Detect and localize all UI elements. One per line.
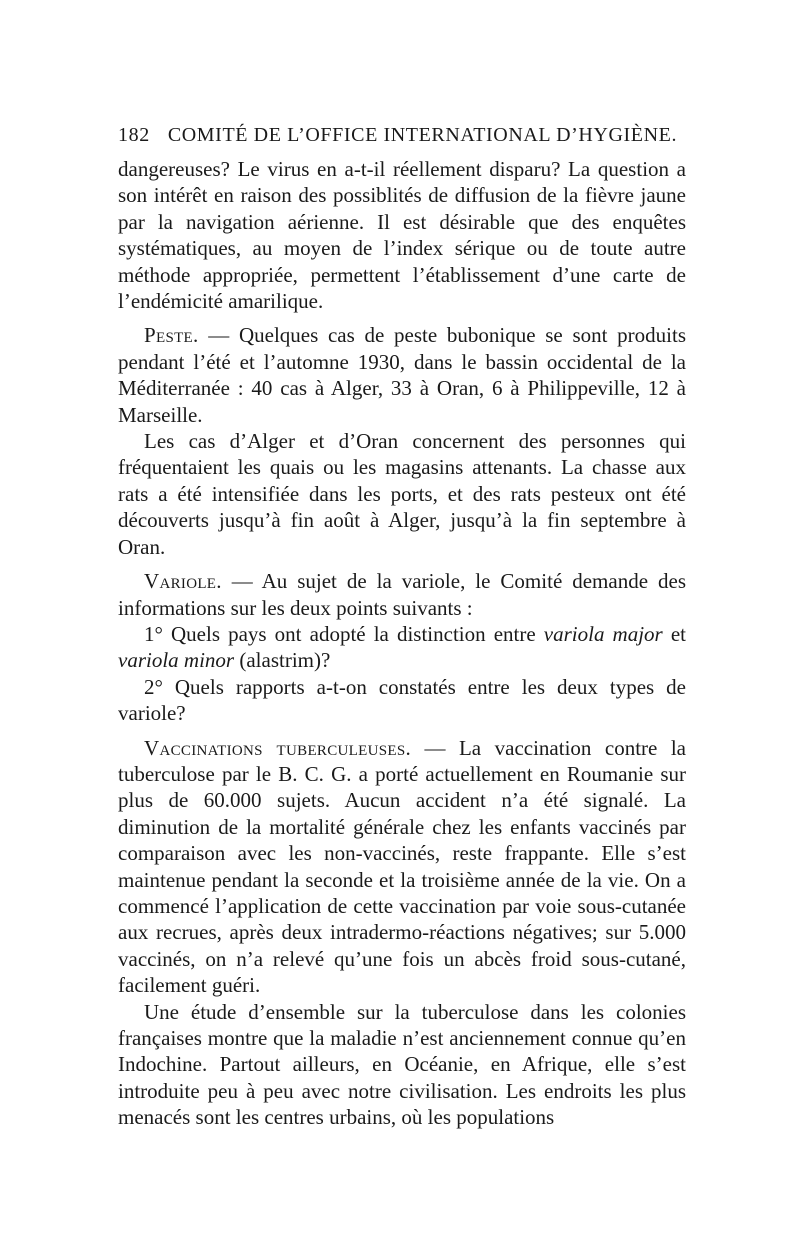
variole-question-2 — [118, 674, 686, 727]
paragraph-text: — Au sujet de la variole, le Comité demande des informations sur les deux points suivants : — [118, 569, 686, 620]
paragraph-variole — [118, 568, 686, 621]
paragraph-peste — [118, 322, 686, 428]
section-heading-peste: Peste. — [144, 323, 199, 348]
paragraph-vaccinations — [118, 735, 686, 999]
question-text: (alastrim)? — [234, 648, 331, 673]
running-title: COMITÉ DE L’OFFICE INTERNATIONAL D’HYGIÈNE. — [167, 124, 678, 146]
paragraph-peste-cases — [118, 428, 686, 560]
paragraph-text: Une étude d’ensemble sur la tuberculose dans les colonies françaises montre que la maladie n’est anciennement connue qu’en Indochine. Partout ailleurs, en Océanie, en Afrique, elle s’est introduite peu à peu avec notre civilisation. Les endroits les plus menacés sont les centres urbains, où les populations — [118, 999, 686, 1130]
paragraph-fievre-jaune-continued — [118, 156, 686, 314]
paragraph-text: — Quelques cas de peste bubonique se sont produits pendant l’été et l’automne 1930, dans le bassin occidental de la Méditerranée : 40 cas à Alger, 33 à Oran, 6 à Philippeville, 12 à Marseille. — [118, 323, 686, 427]
body-text — [118, 156, 686, 1131]
question-text: 2° Quels rapports a-t-on constatés entre les deux types de variole? — [118, 674, 686, 726]
question-text: et — [662, 621, 686, 646]
running-header — [118, 124, 688, 147]
question-text: 1° Quels pays ont adopté la distinction entre — [144, 621, 544, 646]
section-heading-variole: Variole. — [144, 569, 222, 594]
variole-question-1 — [118, 621, 686, 674]
term-variola-major: variola major — [543, 621, 663, 646]
paragraph-text: dangereuses? Le virus en a-t-il réellement disparu? La question a son intérêt en raison des possiblités de diffusion de la fièvre jaune par la navigation aérienne. Il est désirable que des enquêtes systématiques, au moyen de l’index sérique ou de toute autre méthode appropriée, permettent l’établissement d’une carte de l’endémicité amarilique. — [118, 157, 686, 314]
paragraph-tuberculose-colonies — [118, 999, 686, 1131]
paragraph-text: Les cas d’Alger et d’Oran concernent des personnes qui fréquentaient les quais ou les magasins attenants. La chasse aux rats a été intensifiée dans les ports, et des rats pesteux ont été découverts jusqu’à fin août à Alger, jusqu’à la fin septembre à Oran. — [118, 429, 686, 559]
paragraph-text: — La vaccination contre la tuberculose par le B. C. G. a porté actuellement en Roumanie sur plus de 60.000 sujets. Aucun accident n’a été signalé. La diminution de la mortalité générale chez les enfants vaccinés par comparaison avec les non-vaccinés, reste frappante. Elle s’est maintenue pendant la seconde et la troisième année de la vie. On a commencé l’application de cette vaccination par voie sous-cutanée aux recrues, après deux intradermo-réactions négatives; sur 5.000 vaccinés, on n’a relevé qu’une fois un abcès froid sous-cutané, facilement guéri. — [118, 735, 686, 998]
term-variola-minor: variola minor — [118, 648, 235, 673]
page-number: 182 — [118, 124, 150, 146]
section-heading-vaccinations: Vaccinations tuberculeuses. — [144, 735, 412, 760]
